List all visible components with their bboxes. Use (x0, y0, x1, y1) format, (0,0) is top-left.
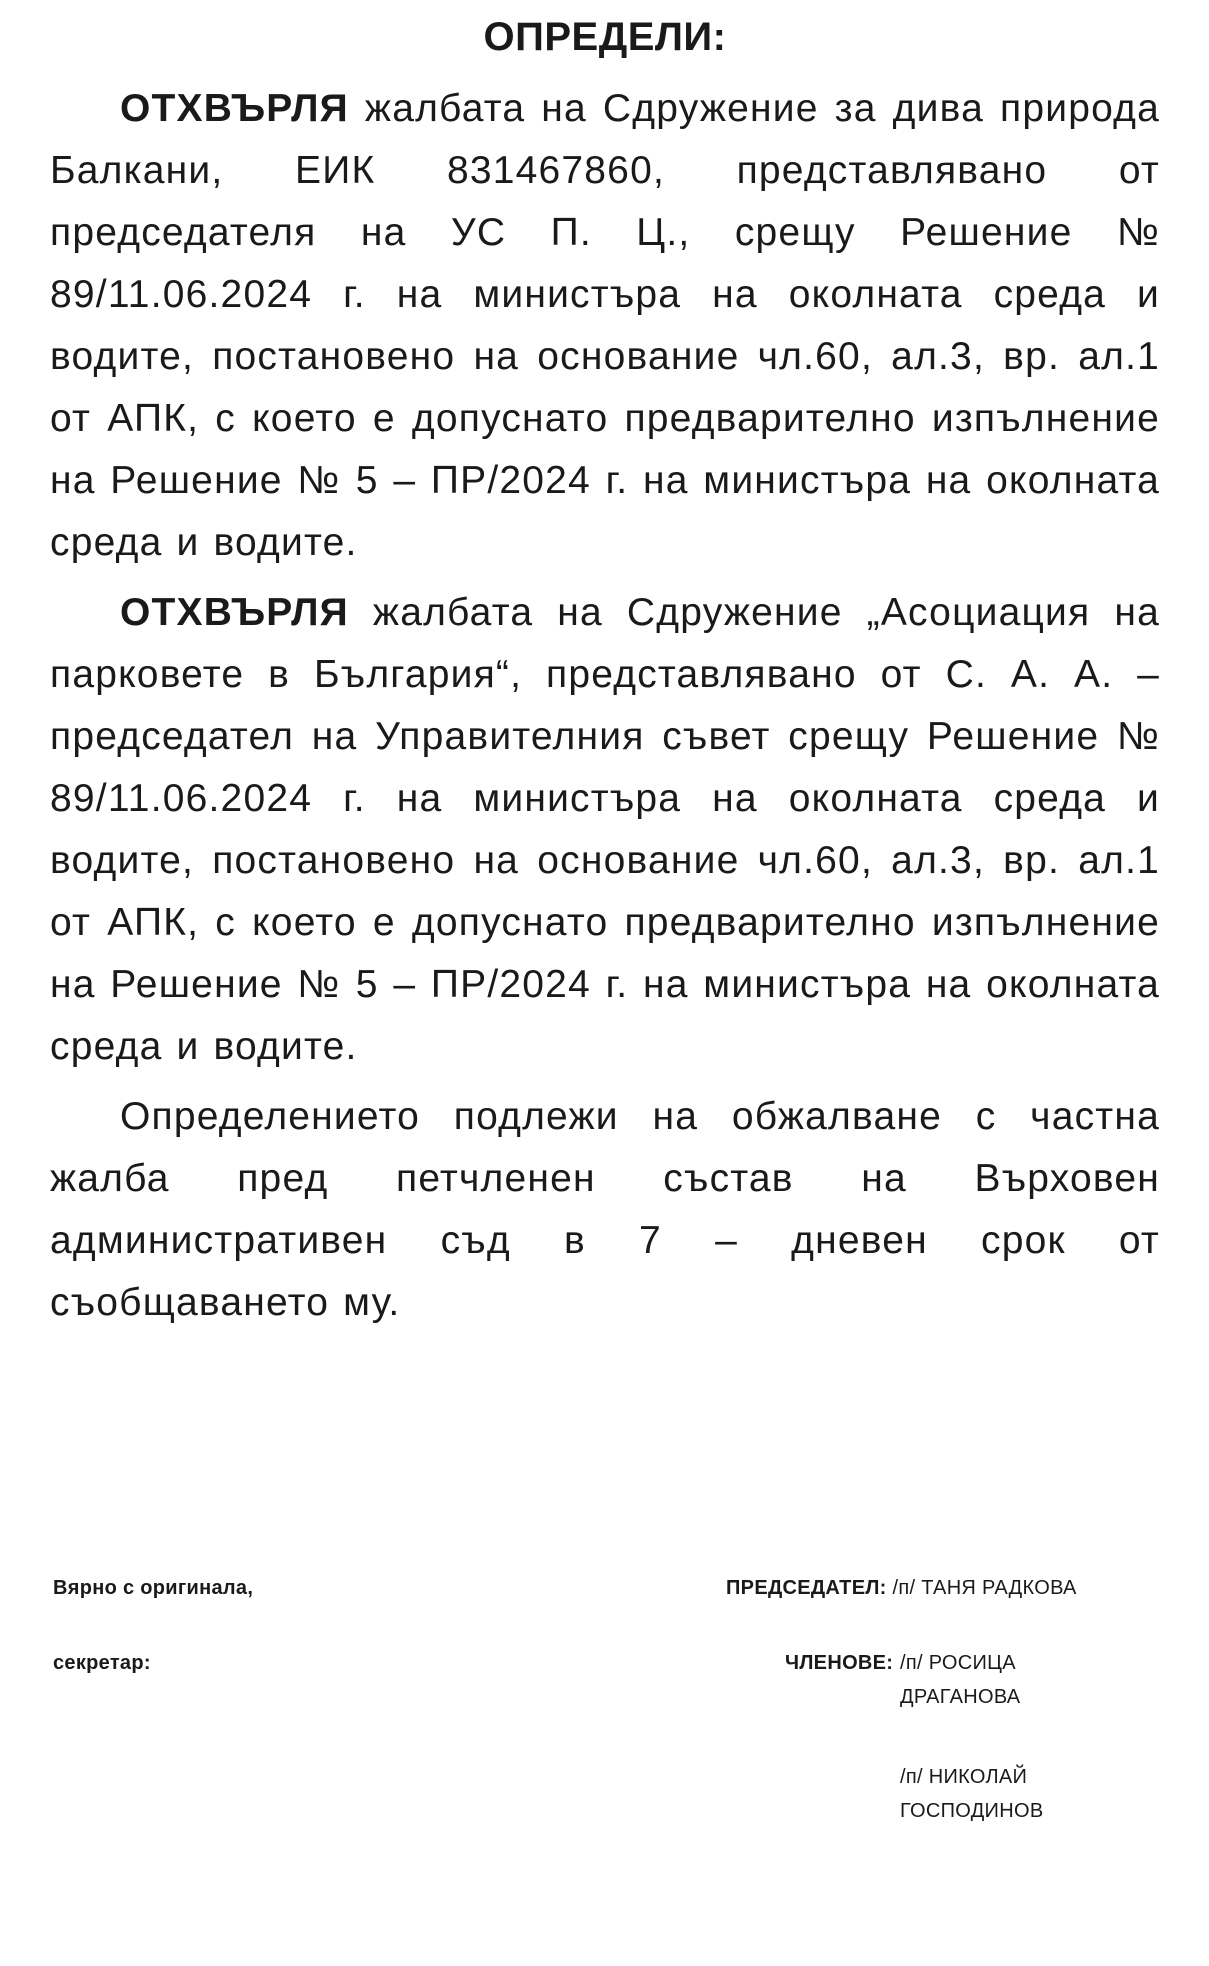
true-copy-label: Вярно с оригинала, (53, 1577, 254, 1599)
paragraph-2 (50, 582, 1160, 1078)
member-1-name: /п/ РОСИЦА ДРАГАНОВА (900, 1652, 1021, 1708)
members-label: ЧЛЕНОВЕ: (785, 1652, 894, 1674)
secretary-label: секретар: (53, 1652, 151, 1674)
paragraph-1 (50, 78, 1160, 574)
chair-name: /п/ ТАНЯ РАДКОВА (892, 1577, 1077, 1599)
paragraph-3-text: Определението подлежи на обжалване с частна жалба пред петчленен състав на Върховен административен съд в 7 – дневен срок от съобщаването му. (50, 1095, 1160, 1324)
ruling-heading: ОПРЕДЕЛИ: (483, 15, 727, 59)
document-body (50, 0, 1160, 1342)
paragraph-1-text: жалбата на Сдружение за дива природа Балкани, ЕИК 831467860, представлявано от председателя на УС П. Ц., срещу Решение № 89/11.06.2024 г. на министъра на околната среда и водите, постановено на основание чл.60, ал.3, вр. ал.1 от АПК, с което е допуснато предварително изпълнение на Решение № 5 – ПР/2024 г. на министъра на околната среда и водите. (50, 87, 1160, 564)
paragraph-1-lead: ОТХВЪРЛЯ (120, 87, 349, 130)
paragraph-3 (50, 1086, 1160, 1334)
paragraph-2-lead: ОТХВЪРЛЯ (120, 591, 349, 634)
member-2-name: /п/ НИКОЛАЙ ГОСПОДИНОВ (900, 1766, 1044, 1822)
chair-label: ПРЕДСЕДАТЕЛ: (726, 1577, 887, 1599)
chair-signature (726, 1571, 1077, 1605)
paragraph-2-text: жалбата на Сдружение „Асоциация на парковете в България“, представлявано от С. А. А. – председател на Управителния съвет срещу Решение № 89/11.06.2024 г. на министъра на околната среда и водите, постановено на основание чл.60, ал.3, вр. ал.1 от АПК, с което е допуснато предварително изпълнение на Решение № 5 – ПР/2024 г. на министъра на околната среда и водите. (50, 591, 1160, 1068)
